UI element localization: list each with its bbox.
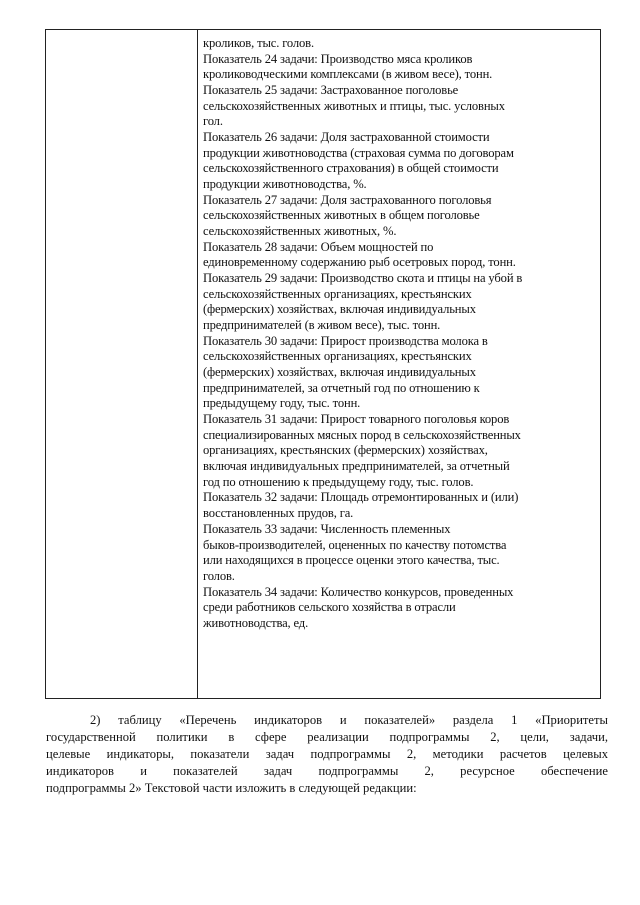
table-cell-line: Показатель 30 задачи: Прирост производства молока в — [203, 333, 488, 348]
table-cell-line: предпринимателей, за отчетный год по отношению к — [203, 380, 480, 395]
table-cell-line: кроликов, тыс. голов. — [203, 36, 314, 50]
table-cell-line: восстановленных прудов, га. — [203, 506, 354, 521]
table-cell-line: (фермерских) хозяйствах, включая индивидуальных — [203, 365, 476, 380]
paragraph-line: индикаторов и показателей задач подпрограммы 2, ресурсное обеспечение — [46, 764, 608, 778]
amendment-paragraph — [46, 712, 608, 797]
table-cell-line: Показатель 32 задачи: Площадь отремонтированных и (или) — [203, 490, 519, 505]
table-cell-line: сельскохозяйственных животных, %. — [203, 224, 397, 239]
table-cell-line: или находящихся в процессе оценки этого качества, тыс. — [203, 553, 500, 568]
indicators-table — [45, 29, 601, 699]
paragraph-line: государственной политики в сфере реализации подпрограммы 2, цели, задачи, — [46, 730, 608, 744]
table-cell-line: Показатель 33 задачи: Численность племенных — [203, 521, 451, 536]
table-cell-line: сельскохозяйственных организациях, крестьянских — [203, 349, 472, 364]
table-cell-line: среди работников сельского хозяйства в отрасли — [203, 600, 456, 615]
table-cell-line: сельскохозяйственного страхования) в общей стоимости — [203, 161, 499, 176]
table-cell-line: Показатель 24 задачи: Производство мяса кроликов — [203, 51, 473, 66]
table-cell-line: кролиководческими комплексами (в живом весе), тонн. — [203, 67, 493, 82]
paragraph-line: 2) таблицу «Перечень индикаторов и показателей» раздела 1 «Приоритеты — [90, 713, 608, 727]
table-right-cell — [203, 36, 600, 632]
table-column-divider — [197, 30, 198, 698]
table-cell-line: сельскохозяйственных животных в общем поголовье — [203, 208, 480, 223]
table-cell-line: предыдущему году, тыс. тонн. — [203, 396, 361, 411]
table-cell-line: (фермерских) хозяйствах, включая индивидуальных — [203, 302, 476, 317]
table-cell-line: Показатель 26 задачи: Доля застрахованной стоимости — [203, 130, 490, 145]
table-cell-line: специализированных мясных пород в сельскохозяйственных — [203, 427, 521, 442]
table-cell-line: Показатель 28 задачи: Объем мощностей по — [203, 239, 434, 254]
paragraph-line: целевые индикаторы, показатели задач подпрограммы 2, методики расчетов целевых — [46, 747, 608, 761]
table-cell-line: организациях, крестьянских (фермерских) хозяйствах, — [203, 443, 488, 458]
table-cell-line: Показатель 29 задачи: Производство скота и птицы на убой в — [203, 271, 523, 286]
table-cell-line: животноводства, ед. — [203, 615, 309, 630]
table-cell-line: Показатель 31 задачи: Прирост товарного поголовья коров — [203, 412, 510, 427]
table-cell-line: включая индивидуальных предпринимателей, за отчетный — [203, 459, 510, 474]
table-cell-line: быков-производителей, оцененных по качеству потомства — [203, 537, 507, 552]
table-cell-line: продукции животноводства (страховая сумма по договорам — [203, 145, 514, 160]
table-cell-line: продукции животноводства, %. — [203, 177, 367, 192]
table-cell-line: сельскохозяйственных животных и птицы, тыс. условных — [203, 98, 505, 113]
table-cell-line: единовременному содержанию рыб осетровых пород, тонн. — [203, 255, 516, 270]
paragraph-line: подпрограммы 2» Текстовой части изложить в следующей редакции: — [46, 781, 417, 795]
table-cell-line: предпринимателей (в живом весе), тыс. тонн. — [203, 318, 441, 333]
table-cell-line: голов. — [203, 568, 235, 583]
table-cell-line: Показатель 25 задачи: Застрахованное поголовье — [203, 83, 459, 98]
table-cell-line: год по отношению к предыдущему году, тыс. голов. — [203, 474, 474, 489]
table-cell-line: Показатель 34 задачи: Количество конкурсов, проведенных — [203, 584, 514, 599]
table-cell-line: Показатель 27 задачи: Доля застрахованного поголовья — [203, 192, 492, 207]
table-cell-line: сельскохозяйственных организациях, крестьянских — [203, 286, 472, 301]
table-cell-line: гол. — [203, 114, 223, 129]
